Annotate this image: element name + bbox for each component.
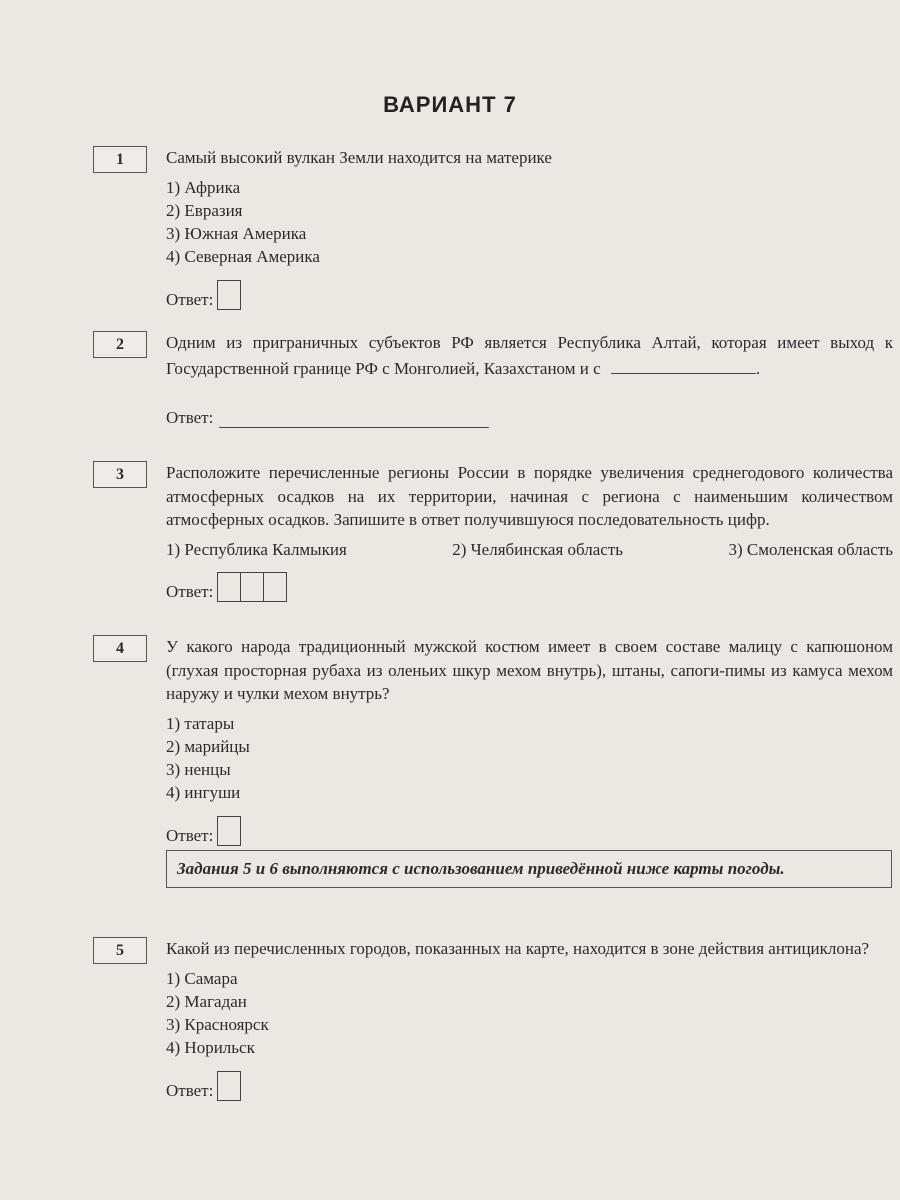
task-question — [166, 331, 893, 380]
task-2 — [93, 331, 893, 428]
task-question: Какой из перечисленных городов, показанных на карте, находится в зоне действия антициклона? — [166, 939, 870, 958]
option: 3) Красноярск — [166, 1014, 269, 1034]
task-5 — [93, 937, 893, 1101]
option: 4) Норильск — [166, 1038, 255, 1058]
answer-cells — [217, 572, 287, 602]
question-end: . — [755, 358, 761, 378]
option: 2) Челябинская область — [452, 539, 624, 559]
option: 4) Северная Америка — [166, 247, 320, 267]
option: 1) Республика Калмыкия — [166, 539, 347, 559]
answer-row — [166, 280, 893, 310]
answer-row — [166, 572, 893, 602]
task-number: 5 — [93, 937, 147, 964]
answer-label: Ответ: — [166, 826, 214, 846]
answer-label: Ответ: — [166, 290, 214, 310]
answer-cell[interactable] — [240, 572, 263, 602]
answer-line[interactable] — [219, 409, 489, 428]
answer-box[interactable] — [217, 1071, 241, 1101]
instruction-note: Задания 5 и 6 выполняются с использованием приведённой ниже карты погоды. — [166, 850, 892, 888]
answer-label: Ответ: — [166, 408, 214, 427]
task-3 — [93, 461, 893, 602]
option: 3) ненцы — [166, 759, 231, 779]
task-number: 2 — [93, 331, 147, 358]
option: 2) марийцы — [166, 736, 250, 756]
option: 2) Евразия — [166, 200, 243, 220]
option: 1) Африка — [166, 177, 241, 197]
answer-cell[interactable] — [263, 572, 287, 602]
task-1 — [93, 146, 893, 310]
answer-box[interactable] — [217, 280, 241, 310]
task-number: 4 — [93, 635, 147, 662]
answer-row — [166, 816, 893, 846]
fill-in-blank[interactable] — [611, 355, 756, 374]
option: 1) татары — [166, 713, 235, 733]
answer-row — [166, 398, 893, 428]
question-text: Одним из приграничных субъектов РФ является Республика Алтай, которая имеет выход к Государственной границе РФ с Монголией, Казахстаном и с — [166, 333, 893, 378]
page-title: ВАРИАНТ 7 — [383, 92, 517, 117]
option: 3) Смоленская область — [728, 539, 893, 559]
answer-row — [166, 1071, 893, 1101]
task-number: 3 — [93, 461, 147, 488]
option: 1) Самара — [166, 968, 238, 988]
answer-label: Ответ: — [166, 1081, 214, 1101]
answer-cell[interactable] — [217, 572, 240, 602]
options-list — [166, 176, 893, 269]
option: 2) Магадан — [166, 991, 247, 1011]
options-list — [166, 967, 893, 1060]
task-question: У какого народа традиционный мужской костюм имеет в своем составе малицу с капюшоном (глухая просторная рубаха из оленьих шкур мехом внутрь), штаны, сапоги-пимы из камуса мехом наружу и чулки мехом внутрь? — [166, 637, 893, 703]
task-question: Расположите перечисленные регионы России в порядке увеличения среднегодового количества атмосферных осадков на их территории, начиная с региона с наименьшим количеством атмосферных осадков. Запишите в ответ получившуюся последовательность цифр. — [166, 463, 893, 529]
options-list — [166, 712, 893, 805]
task-question: Самый высокий вулкан Земли находится на материке — [166, 148, 552, 167]
task-4 — [93, 635, 893, 846]
answer-label: Ответ: — [166, 581, 214, 601]
answer-box[interactable] — [217, 816, 241, 846]
option: 4) ингуши — [166, 783, 241, 803]
options-list — [166, 540, 893, 560]
option: 3) Южная Америка — [166, 223, 307, 243]
task-number: 1 — [93, 146, 147, 173]
